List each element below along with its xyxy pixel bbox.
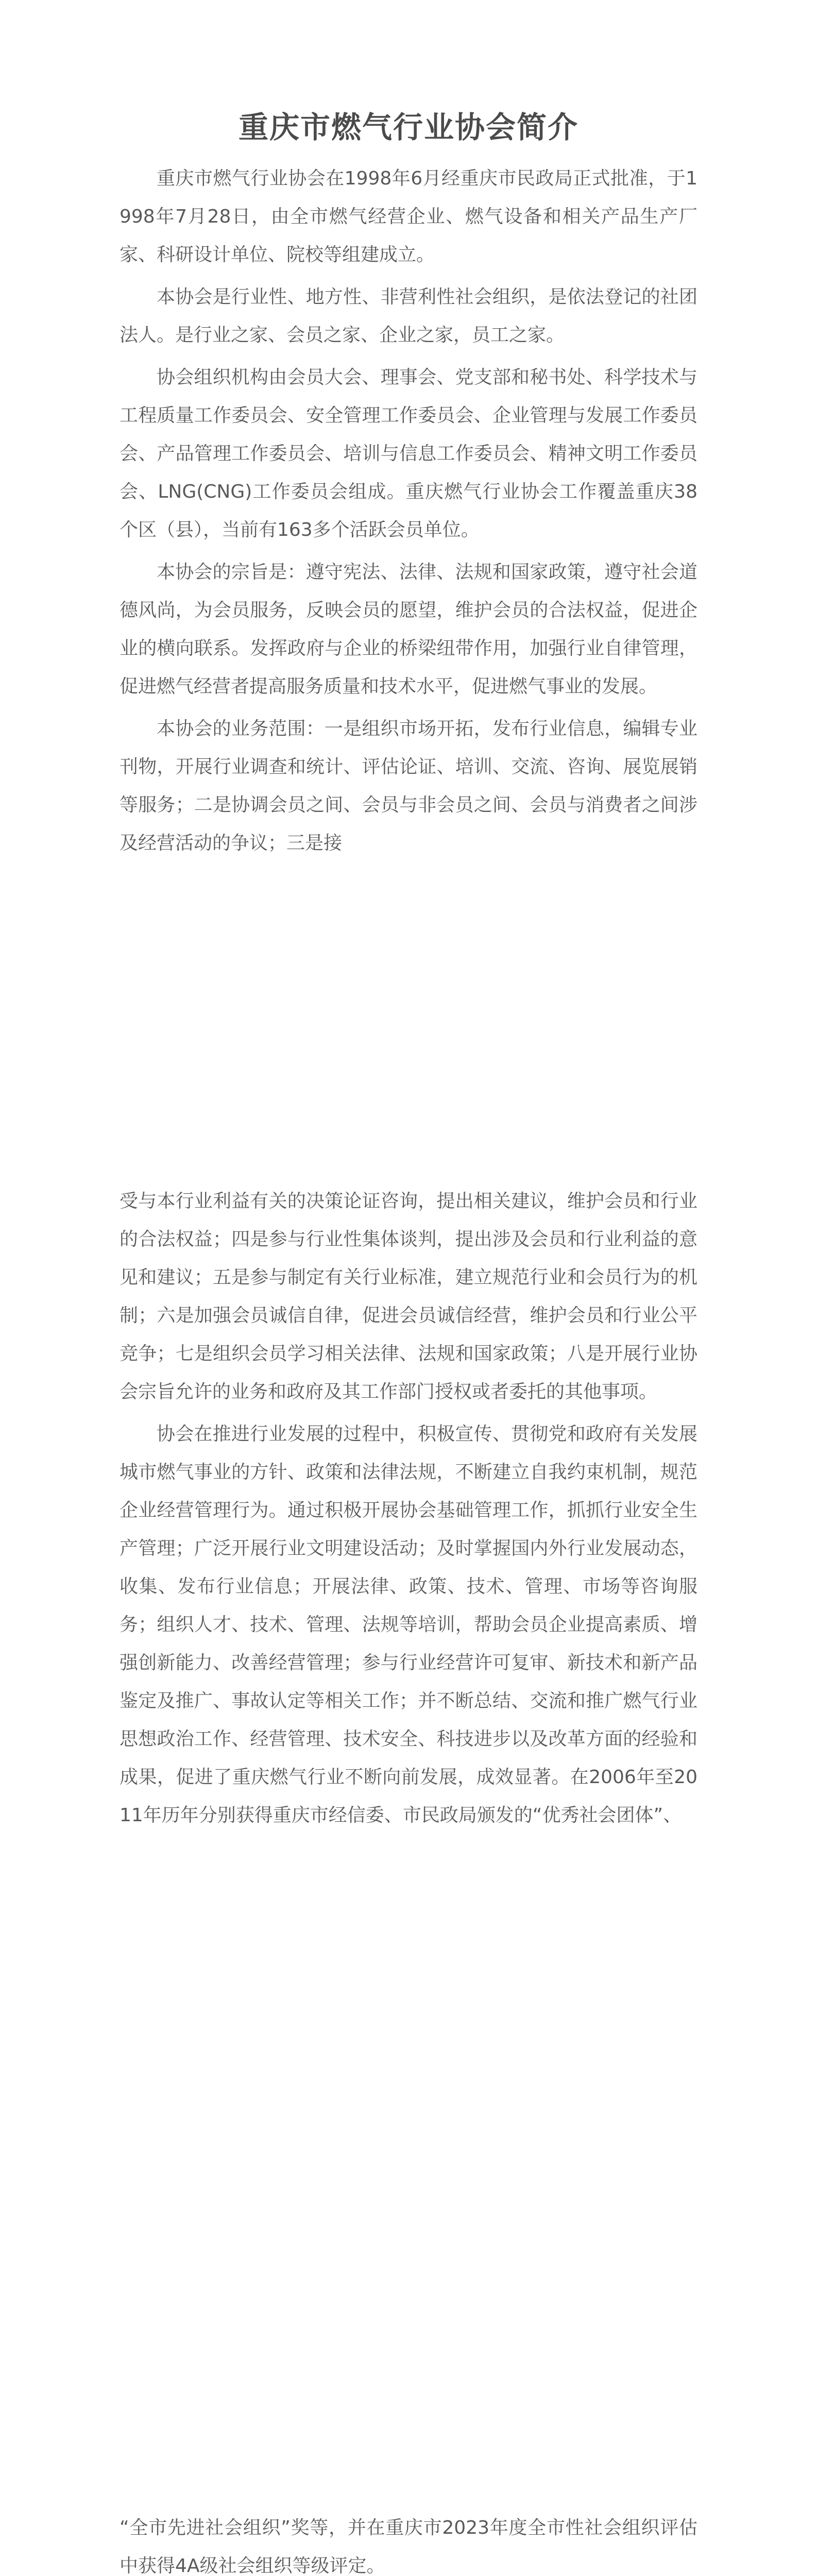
paragraph-founding: 重庆市燃气行业协会在1998年6月经重庆市民政局正式批准，于1998年7月28日，由全市燃气经营企业、燃气设备和相关产品生产厂家、科研设计单位、院校等组建成立。 (120, 168, 697, 265)
paragraph-purpose: 本协会的宗旨是：遵守宪法、法律、法规和国家政策，遵守社会道德风尚，为会员服务，反映会员的愿望，维护会员的合法权益，促进企业的横向联系。发挥政府与企业的桥梁纽带作用，加强行业自律管理，促进燃气经营者提高服务质量和技术水平，促进燃气事业的发展。 (120, 562, 697, 697)
paragraph-business-scope: 本协会的业务范围：一是组织市场开拓，发布行业信息，编辑专业刊物，开展行业调查和统计、评估论证、培训、交流、咨询、展览展销等服务；二是协调会员之间、会员与非会员之间、会员与消费者之间涉及经营活动的争议；三是接 (120, 718, 697, 854)
paragraph-organization: 协会组织机构由会员大会、理事会、党支部和秘书处、科学技术与工程质量工作委员会、安全管理工作委员会、企业管理与发展工作委员会、产品管理工作委员会、培训与信息工作委员会、精神文明工作委员会、LNG(CNG)工作委员会组成。重庆燃气行业协会工作覆盖重庆38个区（县），当前有163多个活跃会员单位。 (120, 367, 697, 540)
closing-section (120, 2509, 697, 2576)
page-title: 重庆市燃气行业协会简介 (238, 110, 578, 145)
business-section (120, 1182, 697, 1835)
paragraph-nature: 本协会是行业性、地方性、非营利性社会组织，是依法登记的社团法人。是行业之家、会员之家、企业之家，员工之家。 (120, 286, 697, 346)
paragraph-awards-continued: “全市先进社会组织”奖等，并在重庆市2023年度全市性社会组织评估中获得4A级社会组织等级评定。 (120, 2517, 697, 2576)
paragraph-achievements: 协会在推进行业发展的过程中，积极宣传、贯彻党和政府有关发展城市燃气事业的方针、政策和法律法规，不断建立自我约束机制，规范企业经营管理行为。通过积极开展协会基础管理工作，抓抓行业安全生产管理；广泛开展行业文明建设活动；及时掌握国内外行业发展动态，收集、发布行业信息；开展法律、政策、技术、管理、市场等咨询服务；组织人才、技术、管理、法规等培训，帮助会员企业提高素质、增强创新能力、改善经营管理；参与行业经营许可复审、新技术和新产品鉴定及推广、事故认定等相关工作；并不断总结、交流和推广燃气行业思想政治工作、经营管理、技术安全、科技进步以及改革方面的经验和成果，促进了重庆燃气行业不断向前发展，成效显著。在2006年至2011年历年分别获得重庆市经信委、市民政局颁发的“优秀社会团体”、 (120, 1423, 697, 1826)
intro-section (120, 160, 697, 862)
paragraph-business-scope-continued: 受与本行业利益有关的决策论证咨询，提出相关建议，维护会员和行业的合法权益；四是参与行业性集体谈判，提出涉及会员和行业利益的意见和建议；五是参与制定有关行业标准，建立规范行业和会员行为的机制；六是加强会员诚信自律，促进会员诚信经营，维护会员和行业公平竞争；七是组织会员学习相关法律、法规和国家政策；八是开展行业协会宗旨允许的业务和政府及其工作部门授权或者委托的其他事项。 (120, 1191, 697, 1402)
